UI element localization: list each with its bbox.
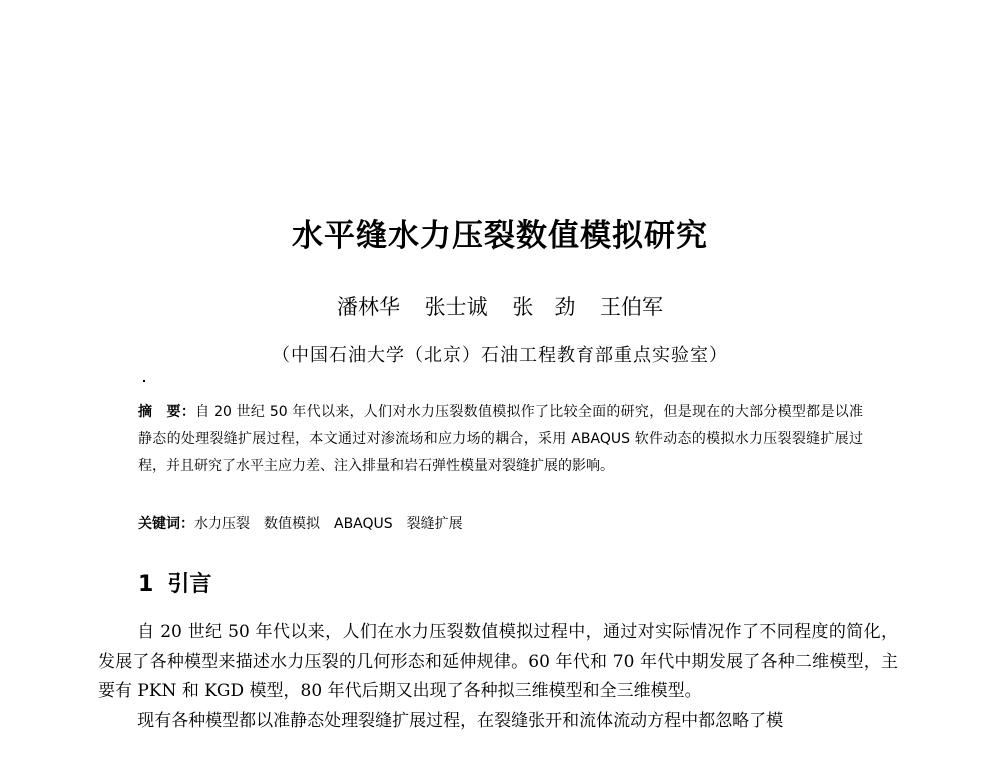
paper-title: 水平缝水力压裂数值模拟研究	[292, 218, 708, 254]
author-name: 王伯军	[600, 295, 664, 319]
abstract	[138, 399, 863, 480]
author-list	[0, 291, 1000, 321]
keyword: ABAQUS	[334, 516, 393, 532]
keywords	[138, 512, 863, 536]
abstract-text: 自 20 世纪 50 年代以来，人们对水力压裂数值模拟作了比较全面的研究，但是现在的大部分模型都是以准静态的处理裂缝扩展过程，本文通过对渗流场和应力场的耦合，采用 ABAQUS 软件动态的模拟水力压裂裂缝扩展过程，并且研究了水平主应力差、注入排量和岩石弹性模量对裂缝扩展的影响。	[138, 404, 863, 474]
keyword: 水力压裂	[194, 516, 250, 532]
keyword: 数值模拟	[264, 516, 320, 532]
author-name: 张 劲	[512, 295, 576, 319]
abstract-label: 摘 要：	[138, 404, 196, 420]
author-name: 张士诚	[424, 295, 488, 319]
affiliation: （中国石油大学（北京）石油工程教育部重点实验室）	[272, 345, 728, 366]
section-title: 引言	[167, 572, 212, 597]
section-heading	[138, 567, 211, 598]
author-name: 潘林华	[336, 295, 400, 319]
keywords-label: 关键词：	[138, 516, 194, 532]
stray-dot	[143, 380, 145, 382]
body-paragraph: 现有各种模型都以准静态处理裂缝扩展过程，在裂缝张开和流体流动方程中都忽略了模	[137, 710, 784, 731]
body-paragraph: 自 20 世纪 50 年代以来，人们在水力压裂数值模拟过程中，通过对实际情况作了不同程度的简化，发展了各种模型来描述水力压裂的几何形态和延伸规律。60 年代和 70 年代中期发展了各种二维模型，主要有 PKN 和 KGD 模型，80 年代后期又出现了各种拟三维模型和全三维模型。	[98, 622, 898, 701]
body-text	[98, 618, 898, 736]
section-number: 1	[138, 572, 154, 597]
keyword: 裂缝扩展	[406, 516, 463, 532]
